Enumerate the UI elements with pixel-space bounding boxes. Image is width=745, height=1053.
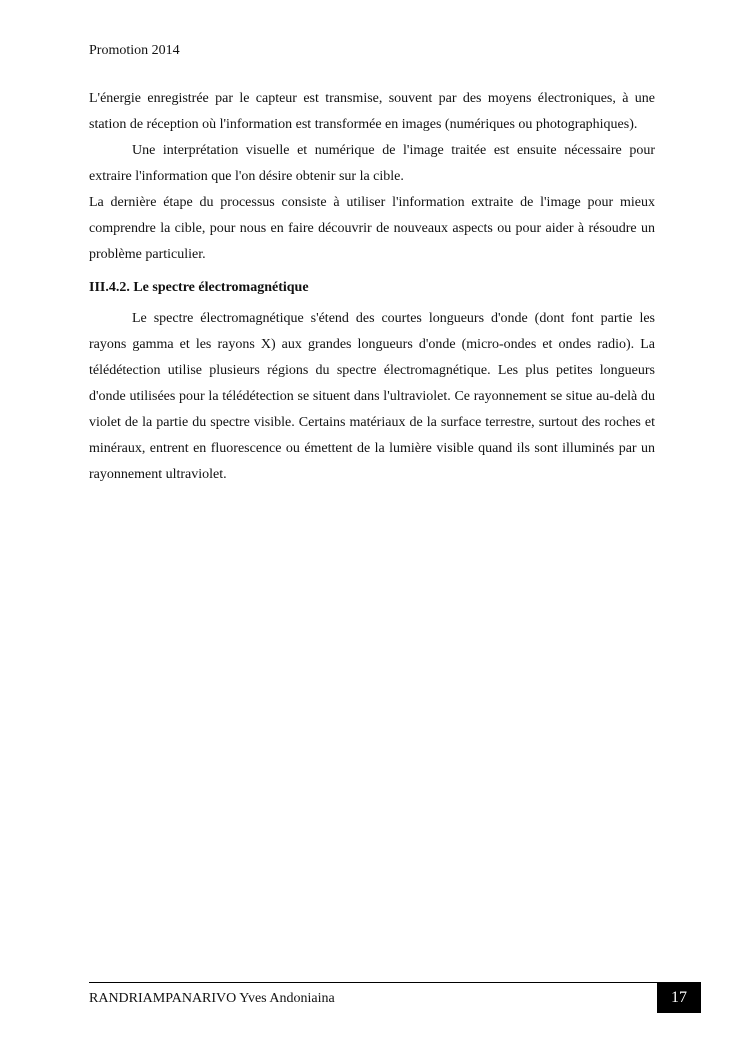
paragraph-spectrum: Le spectre électromagnétique s'étend des courtes longueurs d'onde (dont font partie les rayons gamma et les rayons X) aux grandes longueurs d'onde (micro-ondes et ondes radio). La télédétection utilise plusieurs régions du spectre électromagnétique. Les plus petites longueurs d'onde utilisées pour la télédétection se situent dans l'ultraviolet. Ce rayonnement se situe au-delà du violet de la partie du spectre visible. Certains matériaux de la surface terrestre, surtout des roches et minéraux, entrent en fluorescence ou émettent de la lumière visible quand ils sont illuminés par un rayonnement ultraviolet. xyxy=(89,311,655,482)
document-body xyxy=(89,86,655,488)
section-heading: III.4.2. Le spectre électromagnétique xyxy=(89,280,309,295)
paragraph-interpretation: Une interprétation visuelle et numérique de l'image traitée est ensuite nécessaire pour extraire l'information que l'on désire obtenir sur la cible. xyxy=(89,143,655,184)
footer-divider xyxy=(89,982,657,983)
paragraph-transmission: L'énergie enregistrée par le capteur est transmise, souvent par des moyens électroniques, à une station de réception où l'information est transformée en images (numériques ou photographiques). xyxy=(89,91,655,132)
footer-author: RANDRIAMPANARIVO Yves Andoniaina xyxy=(89,991,335,1006)
page-header: Promotion 2014 xyxy=(89,43,180,58)
page-number-badge: 17 xyxy=(657,982,701,1013)
paragraph-final-step: La dernière étape du processus consiste à utiliser l'information extraite de l'image pour mieux comprendre la cible, pour nous en faire découvrir de nouveaux aspects ou pour aider à résoudre un problème particulier. xyxy=(89,195,655,262)
